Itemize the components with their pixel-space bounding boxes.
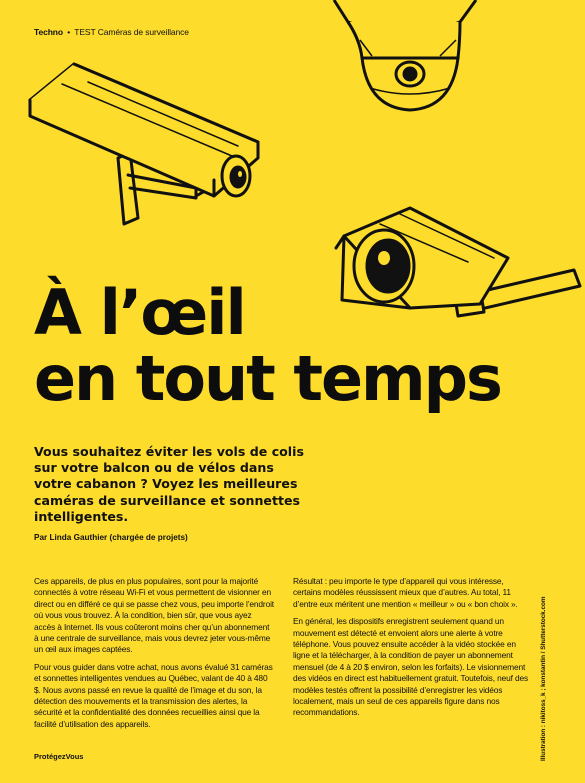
section-label: Techno xyxy=(34,27,63,37)
security-camera-icon xyxy=(30,64,258,224)
article-lede: Vous souhaitez éviter les vols de colis sur votre balcon ou de vélos dans votre cabanon ? Voyez les meilleures caméras de surveillance et sonnettes intelligentes. xyxy=(34,444,304,524)
illustration-credit-text: Illustration : nikitoss_k ; konstantin / Shutterstock.com xyxy=(540,596,547,761)
body-paragraph: Résultat : peu importe le type d’appareil qui vous intéresse, certains modèles réussissent mieux que d’autres. Au total, 11 d’entre eux méritent une mention « meilleur » ou « bon choix ». xyxy=(293,576,518,609)
publication-footer: ProtégezVous xyxy=(34,752,84,761)
byline: Par Linda Gauthier (chargée de projets) xyxy=(34,533,188,542)
header-separator: • xyxy=(67,27,71,37)
title-line-1: À l’œil xyxy=(34,276,245,349)
body-column-left xyxy=(34,576,274,736)
article-title xyxy=(34,276,501,415)
body-paragraph: Pour vous guider dans votre achat, nous avons évalué 31 caméras et sonnettes intelligentes vendues au Québec, valant de 40 à 480 $. Nous avons passé en revue la qualité de l’image et du son, la détection des mouvements et la transmission des alertes, la sécurité et la confidentialité des données recueillies ainsi que la facilité d’utilisation des appareils. xyxy=(34,661,273,729)
body-paragraph: En général, les dispositifs enregistrent seulement quand un mouvement est détecté et envoient alors une alerte à votre téléphone. Vous pouvez ensuite accéder à la vidéo stockée en ligne et la télécharger, à la condition de payer un abonnement mensuel (de 4 à 20 $ environ, selon les forfaits). Le visionnement des vidéos en direct est habituellement gratuit. Toutefois, neuf des modèles testés offrent la possibilité d’enregistrer les vidéos localement, mais un seul de ces appareils figure dans nos recommandations. xyxy=(293,616,528,718)
section-topic: TEST Caméras de surveillance xyxy=(74,27,189,37)
illustration-credit xyxy=(536,588,550,763)
title-line-2: en tout temps xyxy=(34,342,501,415)
body-column-right xyxy=(293,576,529,725)
dome-camera-icon xyxy=(334,0,476,110)
body-paragraph: Ces appareils, de plus en plus populaires, sont pour la majorité connectés à votre réseau Wi-Fi et vous permettent de visionner en direct ou en différé ce qui se passe chez vous, peu importe l’endroit où vous vous trouvez. À la condition, bien sûr, que vous ayez accès à Internet. Ils vous coûteront moins cher qu’un abonnement à une centrale de surveillance, mais vous devrez jeter vous-même un œil aux images captées. xyxy=(34,576,274,655)
